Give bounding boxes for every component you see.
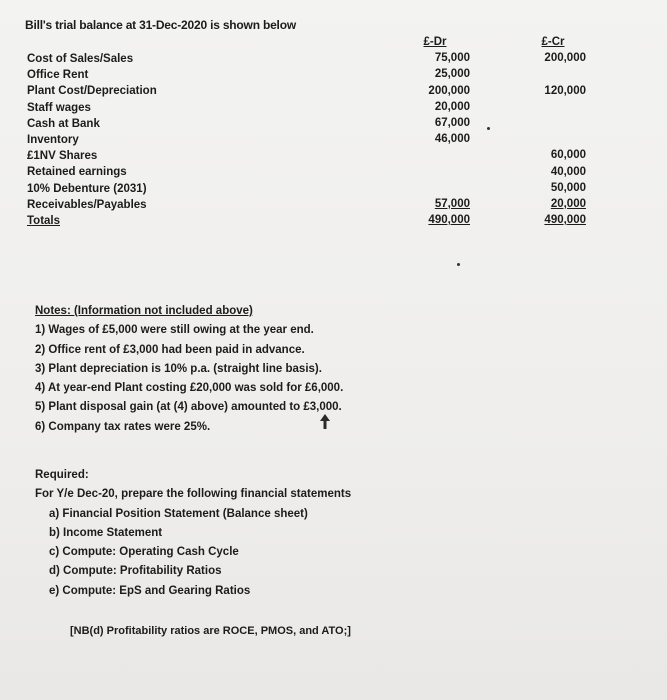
row-label: £1NV Shares — [27, 150, 98, 163]
credit-value — [520, 99, 586, 115]
credit-value — [520, 66, 586, 82]
credit-header: £-Cr — [541, 36, 565, 48]
required-item: b) Income Statement — [49, 526, 163, 539]
totals-label: Totals — [27, 214, 61, 227]
page-title: Bill's trial balance at 31-Dec-2020 is shown below — [25, 18, 296, 32]
stray-dot — [457, 263, 460, 266]
credit-value: 50,000 — [550, 181, 586, 194]
stray-dot — [487, 127, 490, 130]
note-item: 3) Plant depreciation is 10% p.a. (straight line basis). — [35, 362, 322, 375]
credit-total: 490,000 — [544, 214, 586, 227]
note-item: 5) Plant disposal gain (at (4) above) amounted to £3,000. — [35, 401, 342, 414]
debit-value: 200,000 — [428, 84, 470, 97]
credit-value: 60,000 — [550, 149, 586, 162]
credit-value: 120,000 — [544, 84, 586, 97]
row-label: Retained earnings — [27, 166, 127, 179]
debit-value: 25,000 — [434, 68, 470, 81]
credit-column — [520, 34, 586, 228]
required-item: e) Compute: EpS and Gearing Ratios — [49, 584, 251, 597]
credit-value: 40,000 — [550, 165, 586, 178]
row-label: Plant Cost/Depreciation — [27, 85, 157, 98]
debit-header: £-Dr — [423, 36, 447, 48]
required-item: c) Compute: Operating Cash Cycle — [49, 546, 239, 559]
debit-column — [400, 34, 470, 228]
mouse-cursor-icon — [319, 414, 331, 430]
credit-value: 20,000 — [550, 197, 586, 210]
note-item: 4) At year-end Plant costing £20,000 was sold for £6,000. — [35, 382, 344, 395]
row-label: Staff wages — [27, 101, 91, 114]
required-section — [35, 466, 351, 601]
credit-value — [520, 115, 586, 131]
required-heading: Required: — [35, 469, 89, 481]
nb-note: [NB(d) Profitability ratios are ROCE, PMOS, and ATO;] — [70, 625, 351, 637]
required-intro: For Y/e Dec-20, prepare the following financial statements — [35, 488, 352, 501]
note-item: 2) Office rent of £3,000 had been paid in advance. — [35, 343, 305, 356]
credit-value — [520, 131, 586, 147]
debit-value: 67,000 — [434, 116, 470, 129]
debit-value: 75,000 — [434, 52, 470, 65]
debit-value — [400, 147, 470, 163]
row-label: Cash at Bank — [27, 117, 100, 130]
credit-value: 200,000 — [544, 52, 586, 65]
debit-total: 490,000 — [428, 214, 470, 227]
note-item: 1) Wages of £5,000 were still owing at the year end. — [35, 324, 314, 337]
debit-value — [400, 180, 470, 196]
debit-value: 20,000 — [434, 100, 470, 113]
notes-heading: Notes: (Information not included above) — [35, 305, 253, 317]
row-label: 10% Debenture (2031) — [27, 182, 147, 195]
row-label: Cost of Sales/Sales — [27, 53, 134, 65]
note-item: 6) Company tax rates were 25%. — [35, 420, 211, 433]
row-label: Receivables/Payables — [27, 198, 147, 211]
debit-value: 46,000 — [434, 133, 470, 146]
required-item: d) Compute: Profitability Ratios — [49, 565, 222, 578]
debit-value — [400, 164, 470, 180]
debit-value: 57,000 — [434, 197, 470, 210]
row-label: Inventory — [27, 133, 79, 146]
row-label: Office Rent — [27, 69, 89, 82]
notes-section — [35, 302, 343, 437]
trial-balance-labels — [27, 51, 157, 229]
required-item: a) Financial Position Statement (Balance sheet) — [49, 507, 308, 520]
